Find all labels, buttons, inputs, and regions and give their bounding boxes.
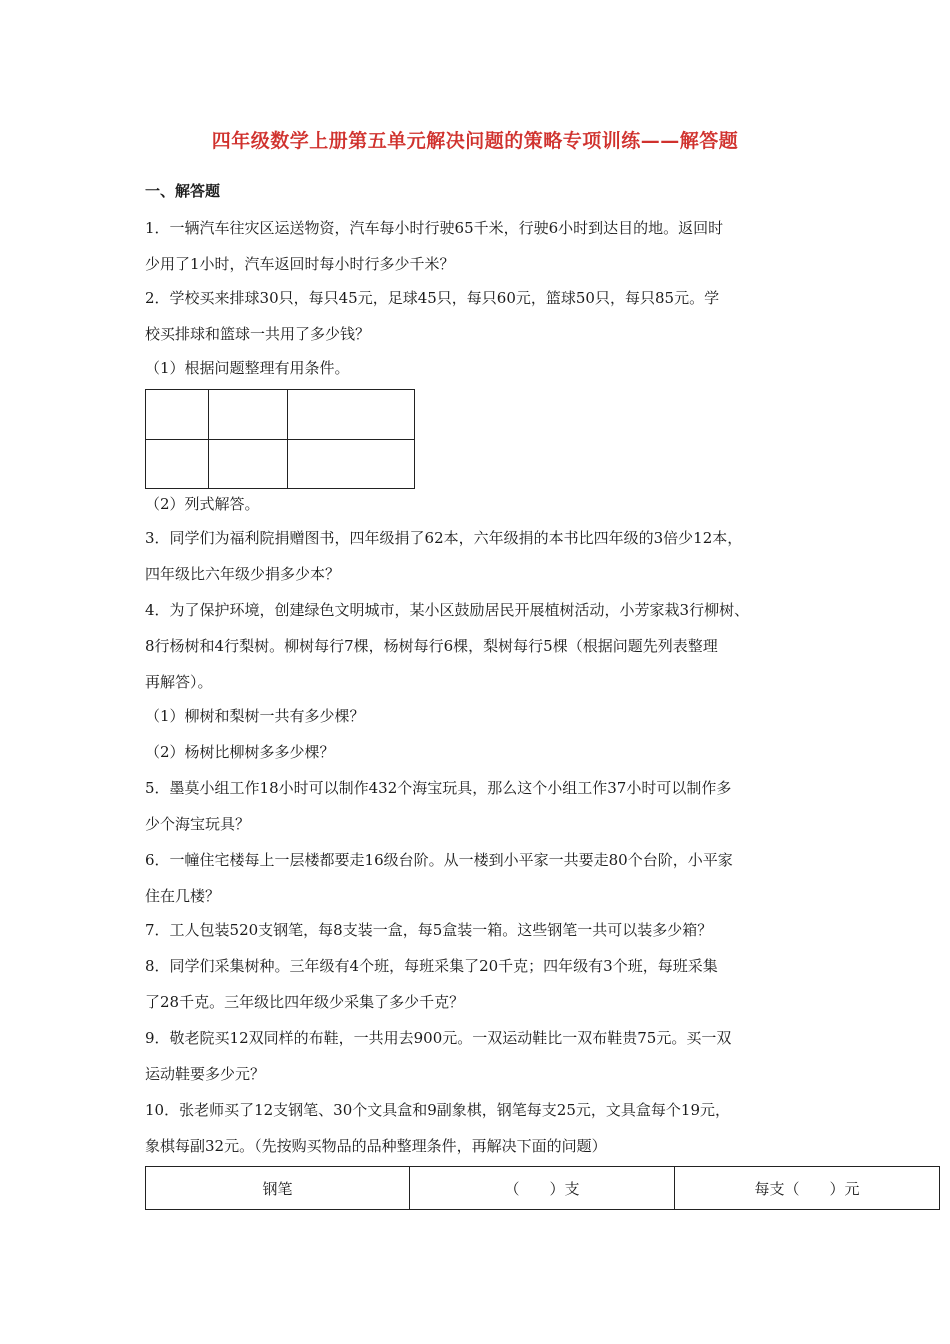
question-1-line-1: 1．一辆汽车往灾区运送物资，汽车每小时行驶65千米，行驶6小时到达目的地。返回时 (145, 219, 724, 237)
question-6-line-1: 6．一幢住宅楼每上一层楼都要走16级台阶。从一楼到小平家一共要走80个台阶，小平家 (145, 851, 733, 869)
question-7: 7．工人包装520支钢笔，每8支装一盒，每5盒装一箱。这些钢笔一共可以装多少箱？ (145, 921, 713, 939)
question-3-line-1: 3．同学们为福利院捐赠图书，四年级捐了62本，六年级捐的本书比四年级的3倍少12本， (145, 529, 743, 547)
question-2-sub-2: （2）列式解答。 (145, 495, 260, 513)
question-10-line-1: 10．张老师买了12支钢笔、30个文具盒和9副象棋，钢笔每支25元，文具盒每个19元， (145, 1101, 730, 1119)
question-3-line-2: 四年级比六年级少捐多少本？ (145, 565, 341, 583)
question-2-sub-1: （1）根据问题整理有用条件。 (145, 359, 350, 377)
unit-price-cell[interactable]: 每支（ ）元 (675, 1167, 940, 1210)
page-title: 四年级数学上册第五单元解决问题的策略专项训练——解答题 (211, 130, 739, 152)
question-4-line-1: 4．为了保护环境，创建绿色文明城市，某小区鼓励居民开展植树活动，小芳家栽3行柳树、 (145, 601, 750, 619)
question-4-sub-1: （1）柳树和梨树一共有多少棵？ (145, 707, 365, 725)
question-4-sub-2: （2）杨树比柳树多多少棵？ (145, 743, 335, 761)
table-cell[interactable] (146, 439, 209, 489)
conditions-table-empty (145, 389, 415, 489)
question-10-line-2: 象棋每副32元。（先按购买物品的品种整理条件，再解决下面的问题） (145, 1137, 607, 1155)
question-9-line-2: 运动鞋要多少元？ (145, 1065, 266, 1083)
question-4-line-3: 再解答）。 (145, 673, 213, 691)
table-cell[interactable] (146, 390, 209, 440)
purchase-table (145, 1166, 940, 1210)
table-cell[interactable] (288, 390, 415, 440)
quantity-cell[interactable]: （ ）支 (410, 1167, 675, 1210)
table-cell[interactable] (209, 390, 288, 440)
question-8-line-2: 了28千克。三年级比四年级少采集了多少千克？ (145, 993, 465, 1011)
question-1-line-2: 少用了1小时，汽车返回时每小时行多少千米？ (145, 255, 455, 273)
table-cell[interactable] (288, 439, 415, 489)
question-5-line-2: 少个海宝玩具？ (145, 815, 251, 833)
question-4-line-2: 8行杨树和4行梨树。柳树每行7棵，杨树每行6棵，梨树每行5棵（根据问题先列表整理 (145, 637, 718, 655)
question-6-line-2: 住在几楼？ (145, 887, 221, 905)
question-2-line-2: 校买排球和篮球一共用了多少钱？ (145, 325, 371, 343)
question-5-line-1: 5．墨莫小组工作18小时可以制作432个海宝玩具，那么这个小组工作37小时可以制作多 (145, 779, 732, 797)
question-9-line-1: 9．敬老院买12双同样的布鞋，一共用去900元。一双运动鞋比一双布鞋贵75元。买一双 (145, 1029, 732, 1047)
item-name-cell: 钢笔 (146, 1167, 410, 1210)
table-cell[interactable] (209, 439, 288, 489)
question-2-line-1: 2．学校买来排球30只，每只45元，足球45只，每只60元，篮球50只，每只85元。学 (145, 289, 720, 307)
question-8-line-1: 8．同学们采集树种。三年级有4个班，每班采集了20千克；四年级有3个班，每班采集 (145, 957, 718, 975)
section-heading: 一、解答题 (145, 182, 221, 200)
